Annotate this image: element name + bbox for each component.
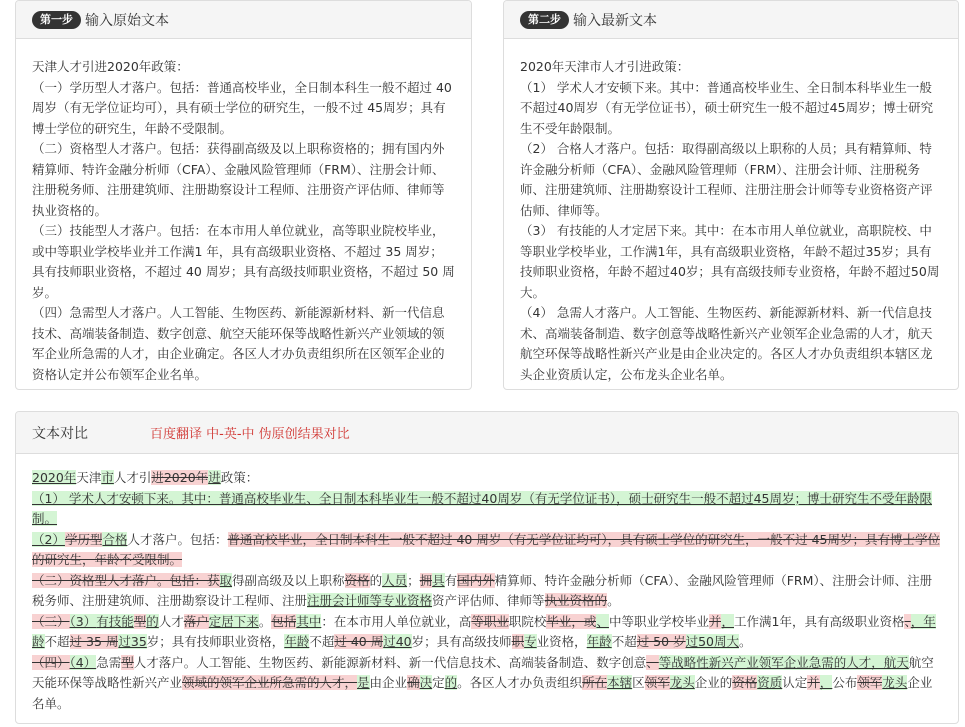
diff-deletion: 落户 [183,613,209,629]
diff-insertion: 年龄 [284,634,310,649]
diff-unchanged: 不超 [44,634,70,649]
diff-insertion: 是 [357,675,370,690]
diff-unchanged: 天津 [76,470,102,485]
diff-insertion: 、 [596,613,609,629]
diff-deletion: 并 [807,675,820,690]
diff-insertion: 年龄 [586,634,612,649]
diff-paragraph [32,468,942,489]
diff-insertion: ，年龄 [32,613,936,649]
diff-insertion: 具 [432,572,445,588]
diff-deletion: 过 50 岁 [636,634,686,649]
diff-unchanged: 。 [258,613,272,629]
diff-insertion: 等战略性新兴产业领军企业急需的人才，航天 [658,654,909,670]
diff-insertion: ， [721,613,734,629]
diff-insertion: 本辖 [607,675,633,690]
diff-insertion: 市 [101,470,114,485]
original-text-line: （一）学历型人才落户。包括：普通高校毕业，全日制本科生一般不超过 40 周岁（有无学位证均可），具有硕士学位的研究生，一般不过 45周岁；具有博士学位的研究生，年龄不受限制。 [32,79,452,136]
diff-unchanged: 精算师、特许金融分析师（CFA）、金融风险管理师（FRM）、注册会计师、注册税务师、注册建筑师、注册勘察设计工程师、注册 [32,572,933,608]
diff-insertion: 定居下来 [208,613,259,629]
diff-insertion: 注册会计师等专业资格 [307,593,433,608]
diff-insertion: 的 [444,675,458,690]
original-text-input[interactable] [16,39,471,390]
diff-unchanged: 中等职业学校毕业 [608,613,709,629]
diff-insertion: 取 [219,572,233,588]
diff-deletion: 学历型 [64,531,103,547]
diff-deletion: 等职业 [471,613,509,629]
latest-text-line: 2020年天津市人才引进政策： [520,59,690,74]
diff-unchanged: 。 [607,593,620,608]
diff-insertion: （4） [69,654,97,670]
diff-insertion: 合格 [102,531,128,547]
diff-deletion: 包括 [271,613,297,629]
diff-deletion: 资格 [344,572,370,588]
diff-unchanged: 人才引 [113,470,152,485]
diff-deletion: 国内外 [457,572,495,588]
diff-insertion: ， [819,675,833,690]
diff-unchanged: 定 [432,675,445,690]
diff-deletion: 毕业，或 [546,613,597,629]
diff-unchanged: 人才落户。包括： [127,531,228,547]
diff-unchanged: ； [407,572,420,588]
original-text-panel [15,0,472,390]
diff-unchanged: 人才 [158,613,184,629]
diff-deletion: 领军 [644,675,670,690]
original-text-line: 天津人才引进2020年政策： [32,59,189,74]
diff-deletion: 领军 [857,675,883,690]
original-text-line: （二）资格型人才落户。包括：获得副高级及以上职称资格的；拥有国内外精算师、特许金融分析师（CFA）、金融风险管理师（FRM）、注册会计师、注册税务师、注册建筑师、注册勘察设计工程师、注册资产评估师、律师等执业资格的。 [32,141,445,218]
diff-result [16,454,958,724]
diff-insertion: 过35 [118,634,147,649]
diff-deletion: （二）资格型人才落户。包括：获 [32,572,220,588]
diff-insertion: 龙头 [882,675,908,690]
diff-unchanged: 院校 [521,613,547,629]
latest-text-line: （4） 急需人才落户。人工智能、生物医药、新能源新材料、新一代信息技术、高端装备制造、数字创意等战略性新兴产业领军企业急需的人才，航天航空环保等战略性新兴产业是由企业决定的。各区人才办负责组织本辖区龙头企业资质认定，公布龙头企业名单。 [520,305,933,382]
diff-deletion: 过 40 周 [334,634,384,649]
diff-insertion: （2） [32,531,65,547]
diff-deletion: 所在 [582,675,608,690]
text-compare-panel [15,411,959,724]
diff-unchanged: ：在本市用人单位就业，高 [321,613,472,629]
diff-unchanged: 不超 [611,634,637,649]
diff-unchanged: 职 [508,613,522,629]
diff-deletion: 进2020年 [151,470,209,485]
diff-unchanged: 有 [444,572,458,588]
diff-unchanged: 的 [369,572,383,588]
diff-paragraph [32,530,942,571]
latest-text-line: （2） 合格人才落户。包括：取得副高级以上职称的人员；具有精算师、特许金融分析师（CFA）、金融风险管理师（FRM）、注册会计师、注册税务师、注册建筑师、注册勘察设计工程师、注册注册会计师等专业资格资产评估师、律师等。 [520,141,933,218]
diff-unchanged: 急需 [96,654,122,670]
diff-unchanged: 航空天能环保等战略性新兴产业 [32,654,934,690]
latest-text-line: （3） 有技能的人才定居下来。其中：在本市用人单位就业，高职院校、中等职业学校毕业，工作满1年，具有高级职业资格，年龄不超过35岁；具有技师职业资格，年龄不超过40岁；具有高级技师专业资格，年龄不超过50周大。 [520,223,940,300]
diff-deletion: 、 [904,613,911,629]
diff-insertion: 人员 [382,572,408,588]
diff-deletion: 确 [407,675,420,690]
diff-unchanged: 人才落户。人工智能、生物医药、新能源新材料、新一代信息技术、高端装备制造、数字创意 [133,654,647,670]
diff-unchanged: 公布 [832,675,858,690]
diff-unchanged: 不超 [309,634,335,649]
step-two-badge: 第二步 [520,11,569,29]
diff-deletion: 过 35 周 [69,634,119,649]
diff-deletion: 执业资格的 [544,593,608,608]
diff-unchanged: 认定 [782,675,808,690]
diff-deletion: 、 [646,654,659,670]
diff-unchanged: 岁；具有高级技师 [411,634,512,649]
diff-deletion: 型 [133,613,147,629]
original-text-line: （四）急需型人才落户。人工智能、生物医药、新能源新材料、新一代信息技术、高端装备制造、数字创意、航空天能环保等战略性新兴产业领域的领军企业所急需的人才，由企业确定。各区人才办负责组织所在区领军企业的资格认定并公布领军企业名单。 [32,305,445,382]
diff-deletion: （四） [32,654,70,670]
diff-insertion: 资质 [757,675,783,690]
diff-paragraph [32,571,942,612]
diff-unchanged: 年 [779,613,792,629]
diff-insertion: 龙头 [669,675,695,690]
diff-unchanged: 业资格， [536,634,587,649]
step-one-badge: 第一步 [32,11,81,29]
diff-unchanged: 企业名单。 [32,675,933,711]
diff-unchanged: 政策： [220,470,259,485]
latest-text-line: （1） 学术人才安顿下来。其中：普通高校毕业生、全日制本科毕业生一般不超过40周岁（有无学位证书），硕士研究生一般不超过45周岁；博士研究生不受年龄限制。 [520,79,934,136]
diff-insertion: （1） 学术人才安顿下来。其中：普通高校毕业生、全日制本科毕业生一般不超过40周岁（有无学位证书），硕士研究生一般不超过45周岁；博士研究生不受年龄限制。 [32,490,932,526]
diff-insertion: 的 [146,613,159,629]
diff-unchanged: 由企业 [369,675,408,690]
diff-insertion: 决 [419,675,433,690]
original-text-line: （三）技能型人才落户。包括：在本市用人单位就业，高等职业院校毕业，或中等职业学校毕业并工作满1 年，具有高级职业资格、不超过 35 周岁；具有技师职业资格，不超过 40 周岁；具有高级技师职业资格，不超过 50 周岁。 [32,223,455,300]
latest-text-panel [503,0,959,390]
diff-insertion: （3） [69,613,97,629]
diff-unchanged: 区 [632,675,645,690]
diff-insertion: 进 [208,470,221,485]
diff-unchanged: 企业的 [694,675,733,690]
diff-unchanged: 得副高级及以上职称 [232,572,345,588]
diff-unchanged: 。各区人才办负责组织 [457,675,583,690]
diff-paragraph [32,489,942,530]
diff-insertion: 其中 [296,613,322,629]
text-compare-panel-heading [16,412,958,454]
text-compare-title: 文本对比 [32,425,88,442]
diff-unchanged: 岁；具有技师职业资格， [146,634,285,649]
diff-insertion: 专 [524,634,537,649]
diff-unchanged: ，具有高级职业资格 [791,613,905,629]
diff-deletion: 拥 [419,572,433,588]
diff-deletion: 领域的领军企业所急需的人才， [182,675,358,690]
diff-unchanged: 工作满1 [734,613,780,629]
original-text-title: 输入原始文本 [85,12,169,29]
original-text-panel-heading [16,1,471,39]
compare-note: 百度翻译 中-英-中 伪原创结果对比 [150,427,350,442]
diff-paragraph [32,653,942,715]
diff-insertion: 2020年 [32,470,77,485]
diff-deletion: （三） [32,613,70,629]
latest-text-panel-heading [504,1,958,39]
diff-insertion: 有技能 [96,613,134,629]
latest-text-title: 输入最新文本 [573,12,657,29]
diff-insertion: 过50 [685,634,714,649]
diff-paragraph [32,612,942,653]
diff-insertion: 周大 [713,634,739,649]
diff-deletion: 型 [121,654,134,670]
diff-deletion: 普通高校毕业，全日制本科生一般不超过 40 周岁（有无学位证均可），具有硕士学位的研究生，一般不过 45周岁；具有博士学位的研究生，年龄不受限制。 [32,531,940,567]
diff-insertion: 过40 [383,634,412,649]
diff-deletion: 资格 [732,675,758,690]
diff-unchanged: 资产评估师、律师等 [432,593,545,608]
diff-deletion: 并 [708,613,722,629]
diff-unchanged: 。 [738,634,752,649]
diff-deletion: 职 [511,634,525,649]
latest-text-input[interactable] [504,39,958,390]
